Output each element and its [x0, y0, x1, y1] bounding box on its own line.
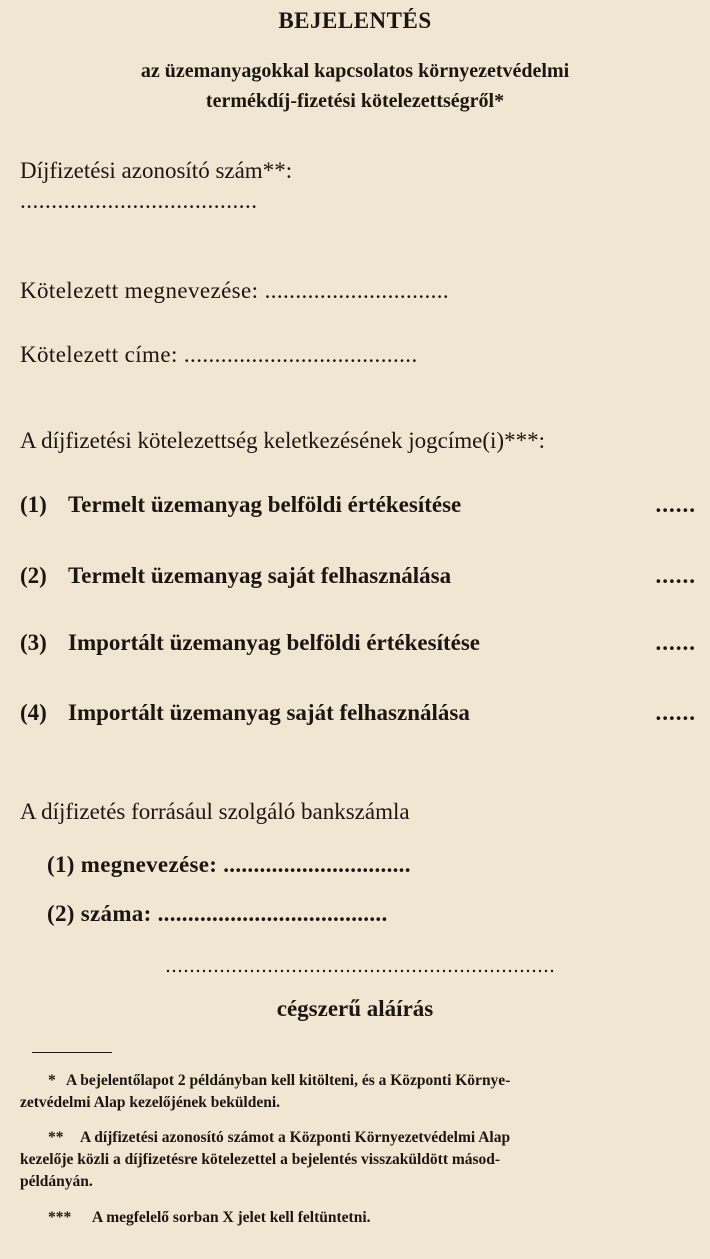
legal-basis-item-4-checkbox[interactable]: ...... — [655, 700, 696, 725]
footnote-divider — [32, 1052, 112, 1053]
subtitle-line-1: az üzemanyagokkal kapcsolatos környezetvédelmi — [140, 60, 570, 82]
obligor-address-field[interactable]: Kötelezett címe: ...................................... — [20, 342, 418, 367]
document-title: BEJELENTÉS — [278, 8, 432, 33]
footnote-1-line-2: zetvédelmi Alap kezelőjének beküldeni. — [20, 1094, 281, 1111]
legal-basis-item-3-checkbox[interactable]: ...... — [655, 630, 696, 655]
legal-basis-item-4-number: (4) — [20, 700, 47, 725]
footnote-3-line-1: A megfelelő sorban X jelet kell feltüntetni. — [92, 1209, 371, 1226]
legal-basis-item-2-text: Termelt üzemanyag saját felhasználása — [68, 563, 452, 588]
footnote-2-mark: ** — [48, 1129, 64, 1146]
footnote-3-mark: *** — [48, 1209, 72, 1226]
footnote-1-mark: * — [48, 1072, 56, 1089]
subtitle-line-2: termékdíj-fizetési kötelezettségről* — [205, 90, 505, 112]
legal-basis-item-2-checkbox[interactable]: ...... — [655, 563, 696, 588]
bank-number-field[interactable]: (2) száma: ...................................... — [47, 901, 388, 926]
legal-basis-item-1-text: Termelt üzemanyag belföldi értékesítése — [68, 492, 462, 517]
bank-name-field[interactable]: (1) megnevezése: ............................... — [47, 852, 411, 877]
bank-account-heading: A díjfizetés forrásául szolgáló bankszámla — [20, 799, 410, 824]
legal-basis-item-4-text: Importált üzemanyag saját felhasználása — [68, 700, 470, 725]
footnote-2-line-2: kezelője közli a díjfizetésre kötelezettel a bejelentés visszaküldött másod- — [20, 1151, 501, 1168]
legal-basis-item-1-checkbox[interactable]: ...... — [655, 492, 696, 517]
legal-basis-item-2-number: (2) — [20, 563, 47, 588]
footnote-2-line-3: példányán. — [20, 1173, 93, 1190]
footnote-1-line-1: A bejelentőlapot 2 példányban kell kitölteni, és a Központi Környe- — [66, 1072, 511, 1089]
id-number-field[interactable]: ...................................... — [20, 188, 258, 213]
footnote-2-line-1: A díjfizetési azonosító számot a Központi Környezetvédelmi Alap — [80, 1129, 511, 1146]
legal-basis-item-3-number: (3) — [20, 630, 47, 655]
legal-basis-heading: A díjfizetési kötelezettség keletkezésének jogcíme(i)***: — [20, 428, 545, 453]
signature-line[interactable] — [165, 968, 555, 974]
legal-basis-item-1-number: (1) — [20, 492, 47, 517]
obligor-name-field[interactable]: Kötelezett megnevezése: .............................. — [20, 278, 450, 303]
signature-label: cégszerű aláírás — [276, 996, 434, 1021]
id-number-label: Díjfizetési azonosító szám**: — [20, 158, 293, 183]
legal-basis-item-3-text: Importált üzemanyag belföldi értékesítése — [68, 630, 481, 655]
